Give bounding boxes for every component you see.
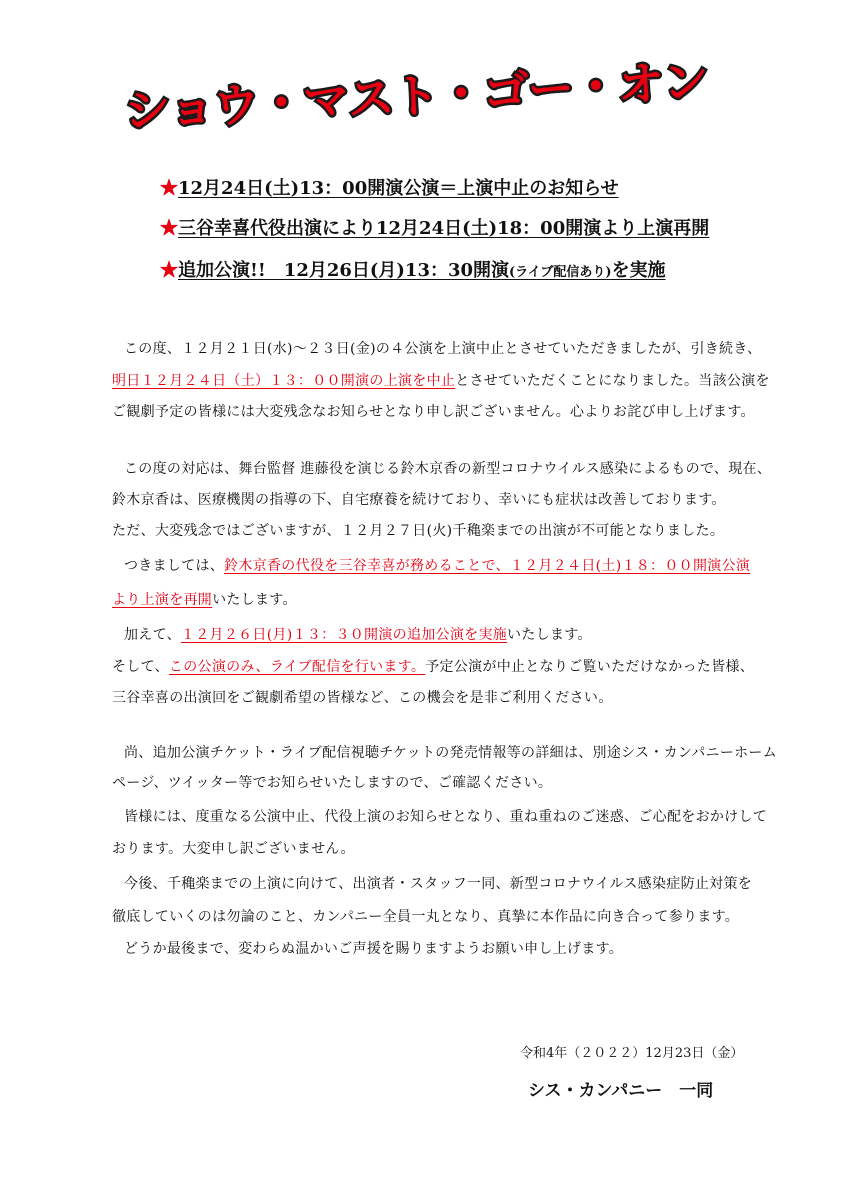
body-line: ページ、ツイッター等でお知らせいたしますので、ご確認ください。 <box>112 775 553 791</box>
highlight-text: １２月２６日(月)１３：３０開演の追加公演を実施 <box>180 627 508 643</box>
body-line: 徹底していくのは勿論のこと、カンパニー全員一丸となり、真摯に本作品に向き合って参ります。 <box>112 909 740 925</box>
body-text: とさせていただくことになりました。当該公演を <box>455 373 770 389</box>
headline-text-end: を実施 <box>611 260 666 281</box>
signature: シス・カンパニー 一同 <box>528 1081 714 1101</box>
body-text: 加えて、 <box>124 627 181 643</box>
headline-text: 12月24日(土)13：00開演公演＝上演中止のお知らせ <box>178 178 619 199</box>
logo-text: ショウ・マスト・ゴー・オン <box>123 53 710 139</box>
body-line: この度、１２月２１日(水)～２３日(金)の４公演を上演中止とさせていただきましたが、引き続き、 <box>124 341 762 357</box>
body-line <box>124 555 750 575</box>
highlight-text: より上演を再開 <box>112 592 213 608</box>
issue-date: 令和4年（２０２２）12月23日（金） <box>520 1046 744 1061</box>
body-line: おります。大変申し訳ございません。 <box>112 841 355 857</box>
headline-text: 三谷幸喜代役出演により12月24日(土)18：00開演より上演再開 <box>178 218 710 239</box>
highlight-text: 鈴木京香の代役を三谷幸喜が務めることで、１２月２４日(土)１８：００開演公演 <box>224 558 751 574</box>
headline-additional <box>160 258 666 286</box>
show-logo <box>123 53 710 139</box>
body-text: つきましては、 <box>124 558 225 574</box>
body-line: 皆様には、度重なる公演中止、代役上演のお知らせとなり、重ね重ねのご迷惑、ご心配をおかけして <box>124 809 768 825</box>
body-line <box>112 370 770 390</box>
body-line: 三谷幸喜の出演回をご観劇希望の皆様など、この機会を是非ご利用ください。 <box>112 690 613 706</box>
logo-graphic <box>123 53 710 139</box>
headline-text: 追加公演!! 12月26日(月)13：30開演 <box>178 260 510 281</box>
body-line: どうか最後まで、変わらぬ温かいご声援を賜りますようお願い申し上げます。 <box>124 941 624 957</box>
body-text: いたします。 <box>507 627 592 643</box>
body-line: ただ、大変残念ではございますが、１２月２７日(火)千穐楽までの出演が不可能となりました。 <box>112 523 725 539</box>
body-line: 鈴木京香は、医療機関の指導の下、自宅療養を続けており、幸いにも症状は改善しております。 <box>112 492 726 508</box>
highlight-text: 明日１２月２４日（土）１３：００開演の上演を中止 <box>112 373 456 389</box>
body-text: 予定公演が中止となりご覧いただけなかった皆様、 <box>425 659 755 675</box>
body-line: ご観劇予定の皆様には大変残念なお知らせとなり申し訳ございません。心よりお詫び申し上げます。 <box>112 404 755 420</box>
body-line: 尚、追加公演チケット・ライブ配信視聴チケットの発売情報等の詳細は、別途シス・カンパニーホーム <box>124 745 778 761</box>
body-line: この度の対応は、舞台監督 進藤役を演じる鈴木京香の新型コロナウイルス感染によるもので、現在、 <box>124 461 772 477</box>
body-text: そして、 <box>112 659 169 675</box>
body-line <box>112 589 297 609</box>
star-icon: ★ <box>160 260 178 281</box>
body-line <box>124 624 592 644</box>
star-icon: ★ <box>160 218 178 239</box>
body-text: いたします。 <box>212 592 297 608</box>
body-line <box>112 656 754 676</box>
highlight-text: この公演のみ、ライブ配信を行います。 <box>168 659 426 675</box>
star-icon: ★ <box>160 178 178 199</box>
headline-small-text: (ライブ配信あり) <box>509 265 612 280</box>
headline-resume <box>160 216 709 242</box>
headline-cancellation <box>160 176 619 202</box>
body-line: 今後、千穐楽までの上演に向けて、出演者・スタッフ一同、新型コロナウイルス感染症防止対策を <box>124 876 753 892</box>
